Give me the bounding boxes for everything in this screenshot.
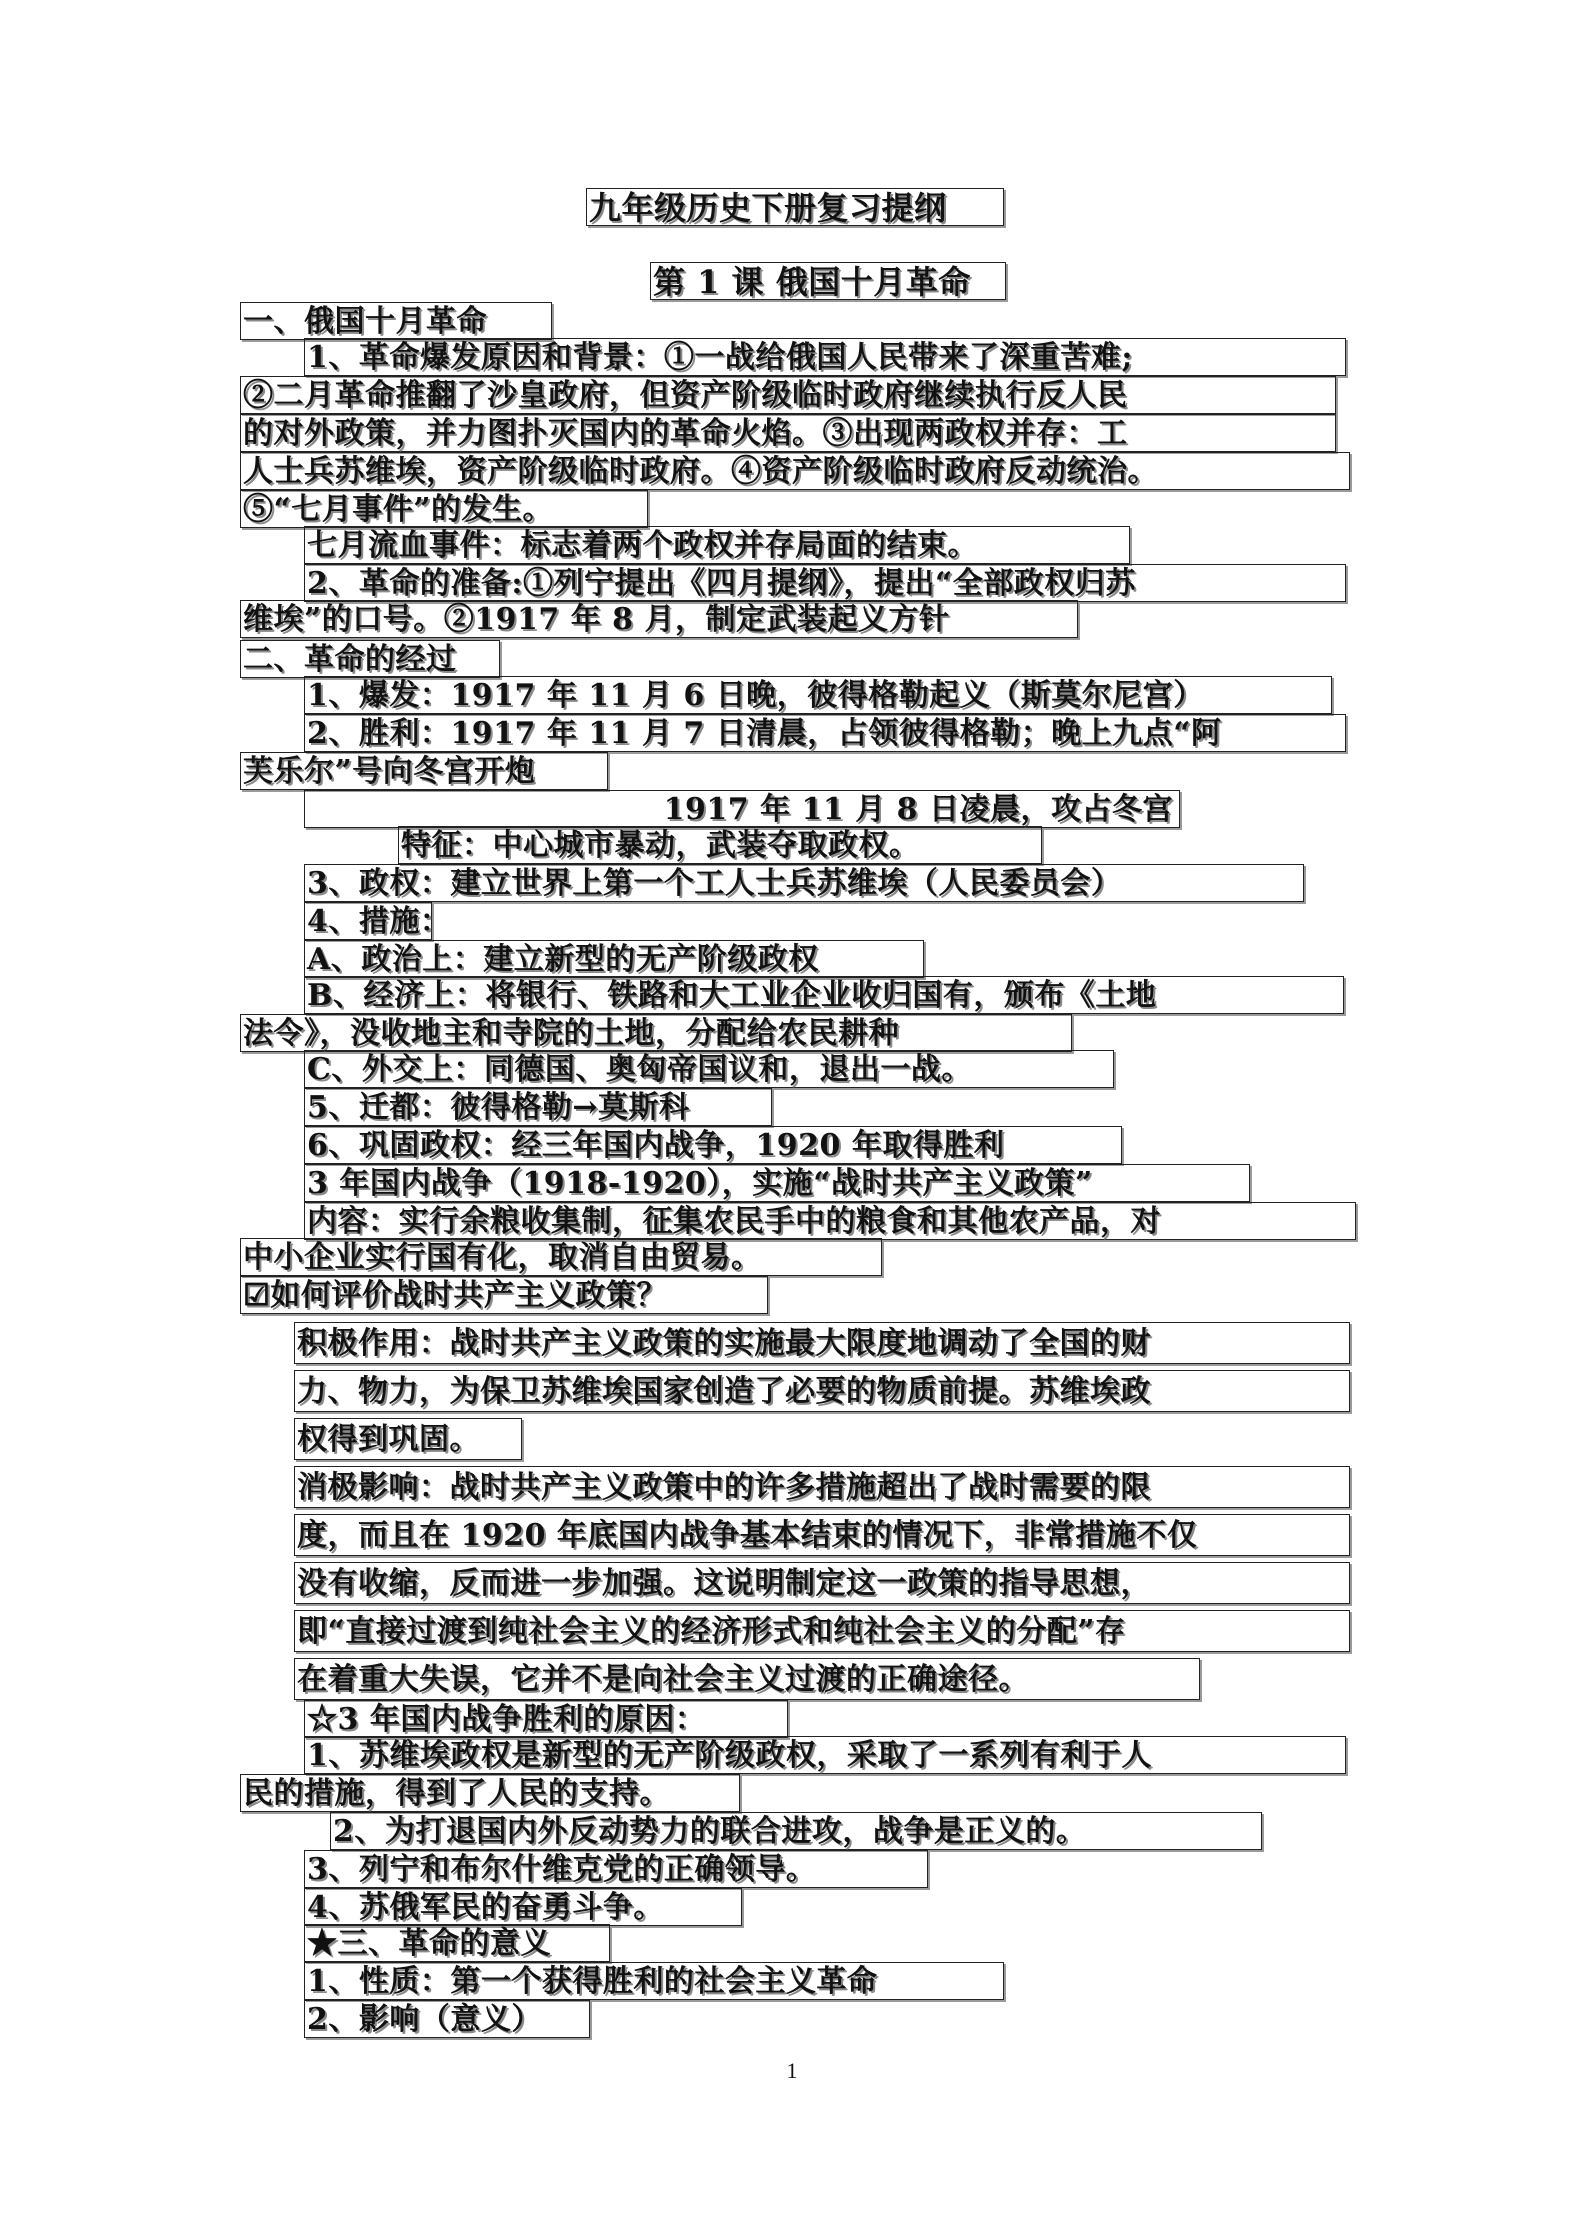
text-line: 维埃”的口号。②1917 年 8 月，制定武装起义方针 (240, 600, 1078, 638)
text-line: 1、革命爆发原因和背景：①一战给俄国人民带来了深重苦难; (304, 338, 1346, 376)
text-line: 即“直接过渡到纯社会主义的经济形式和纯社会主义的分配”存 (294, 1610, 1350, 1652)
text-line: ②二月革命推翻了沙皇政府，但资产阶级临时政府继续执行反人民 (240, 376, 1336, 414)
question-heading: ☑如何评价战时共产主义政策？ (240, 1276, 768, 1314)
text-line: 七月流血事件：标志着两个政权并存局面的结束。 (304, 526, 1130, 564)
text-line: 3、列宁和布尔什维克党的正确领导。 (304, 1850, 928, 1888)
text-line: 3、政权：建立世界上第一个工人士兵苏维埃（人民委员会） (304, 864, 1304, 902)
text-line: 2、胜利：1917 年 11 月 7 日清晨，占领彼得格勒；晚上九点“阿 (304, 714, 1346, 752)
text-line: 2、影响（意义） (304, 2000, 590, 2038)
text-line: 力、物力，为保卫苏维埃国家创造了必要的物质前提。苏维埃政 (294, 1370, 1350, 1412)
document-title: 九年级历史下册复习提纲 (586, 188, 1004, 226)
text-line: 1、性质：第一个获得胜利的社会主义革命 (304, 1962, 1004, 2000)
text-line: 3 年国内战争（1918-1920），实施“战时共产主义政策” (304, 1164, 1250, 1202)
text-line: 权得到巩固。 (294, 1418, 522, 1460)
text-line: 2、为打退国内外反动势力的联合进攻，战争是正义的。 (330, 1812, 1262, 1850)
text-line: 1、苏维埃政权是新型的无产阶级政权，采取了一系列有利于人 (304, 1736, 1346, 1774)
text-line: 5、迁都：彼得格勒→莫斯科 (304, 1088, 772, 1126)
text-line: 内容：实行余粮收集制，征集农民手中的粮食和其他农产品，对 (304, 1202, 1356, 1240)
page-number: 1 (786, 2058, 798, 2083)
text-line: 法令》，没收地主和寺院的土地，分配给农民耕种 (240, 1014, 1072, 1052)
text-line: 2、革命的准备:①列宁提出《四月提纲》，提出“全部政权归苏 (304, 564, 1346, 602)
text-line: C、外交上：同德国、奥匈帝国议和，退出一战。 (304, 1050, 1114, 1088)
text-line: 1917 年 11 月 8 日凌晨，攻占冬宫 (304, 790, 1180, 828)
text-line: 的对外政策，并力图扑灭国内的革命火焰。③出现两政权并存：工 (240, 414, 1336, 452)
text-line: 消极影响：战时共产主义政策中的许多措施超出了战时需要的限 (294, 1466, 1350, 1508)
text-line: 4、苏俄军民的奋勇斗争。 (304, 1888, 742, 1926)
text-line: 4、措施： (304, 902, 432, 940)
text-line: 度，而且在 1920 年底国内战争基本结束的情况下，非常措施不仅 (294, 1514, 1350, 1556)
text-line: 特征：中心城市暴动，武装夺取政权。 (398, 826, 1042, 864)
text-line: ⑤“七月事件”的发生。 (240, 490, 648, 528)
text-line: 6、巩固政权：经三年国内战争，1920 年取得胜利 (304, 1126, 1122, 1164)
text-line: B、经济上：将银行、铁路和大工业企业收归国有，颁布《土地 (304, 976, 1344, 1014)
section-heading: 二、革命的经过 (240, 640, 500, 678)
lesson-title: 第 1 课 俄国十月革命 (650, 262, 1006, 300)
text-line: 人士兵苏维埃，资产阶级临时政府。④资产阶级临时政府反动统治。 (240, 452, 1350, 490)
text-line: 在着重大失误，它并不是向社会主义过渡的正确途径。 (294, 1658, 1200, 1700)
section-heading: 一、俄国十月革命 (240, 302, 552, 340)
text-line: 芙乐尔”号向冬宫开炮 (240, 752, 608, 790)
text-line: 中小企业实行国有化，取消自由贸易。 (240, 1238, 882, 1276)
text-line: 积极作用：战时共产主义政策的实施最大限度地调动了全国的财 (294, 1322, 1350, 1364)
text-line: 没有收缩，反而进一步加强。这说明制定这一政策的指导思想， (294, 1562, 1350, 1604)
text-line: 1、爆发：1917 年 11 月 6 日晚，彼得格勒起义（斯莫尔尼宫） (304, 676, 1332, 714)
section-heading: ★三、革命的意义 (304, 1924, 610, 1962)
text-line: ☆3 年国内战争胜利的原因： (304, 1700, 788, 1738)
text-line: A、政治上：建立新型的无产阶级政权 (304, 940, 924, 978)
text-line: 民的措施，得到了人民的支持。 (240, 1774, 740, 1812)
